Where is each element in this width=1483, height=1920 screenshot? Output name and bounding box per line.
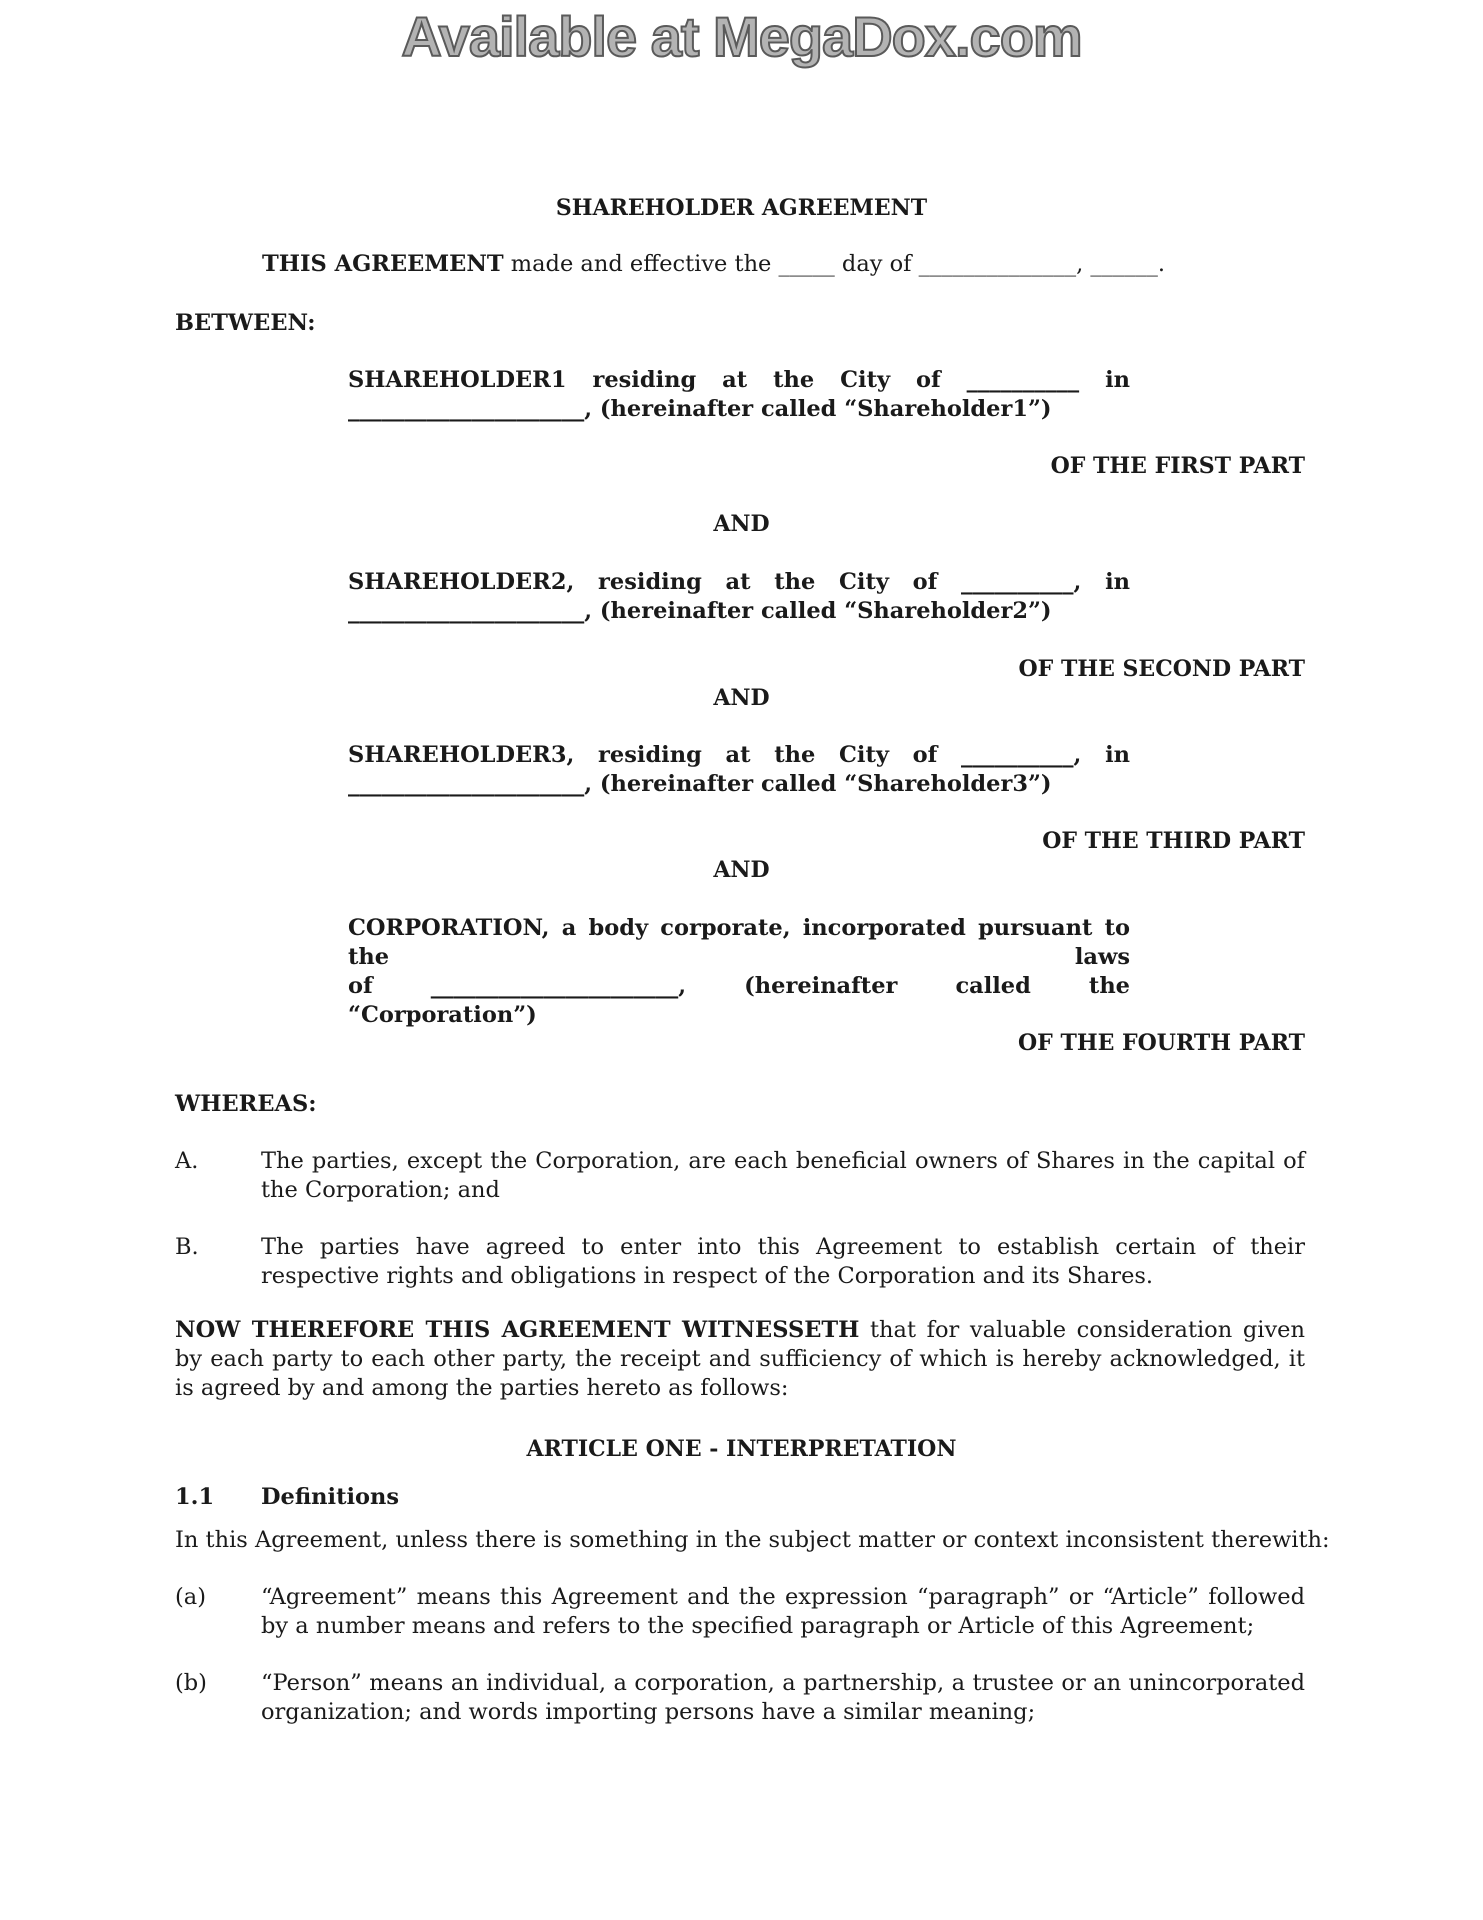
- definition-b-label: (b): [175, 1670, 207, 1696]
- party-4-line3: “Corporation”): [348, 1002, 537, 1028]
- party-1: [348, 366, 1130, 424]
- party-2: [348, 568, 1130, 626]
- and-separator-3: AND: [713, 857, 770, 883]
- recital-b: [175, 1233, 1305, 1293]
- definition-a-text: “Agreement” means this Agreement and the expression “paragraph” or “Article” followed by a number means and refers to the specified paragraph or Article of this Agreement;: [261, 1584, 1305, 1639]
- party-4: [348, 914, 1130, 1030]
- party-2-part: OF THE SECOND PART: [1018, 656, 1305, 682]
- section-title: Definitions: [261, 1484, 400, 1510]
- section-number: 1.1: [175, 1484, 215, 1510]
- now-therefore-lead: NOW THEREFORE THIS AGREEMENT WITNESSETH: [175, 1317, 860, 1343]
- party-1-line1: SHAREHOLDER1 residing at the City of __________ in: [348, 367, 1130, 393]
- article-heading: ARTICLE ONE - INTERPRETATION: [526, 1436, 957, 1462]
- and-separator-1: AND: [713, 511, 770, 537]
- and-separator-2: AND: [713, 685, 770, 711]
- recital-a-text: The parties, except the Corporation, are each beneficial owners of Shares in the capital of the Corporation; and: [261, 1148, 1305, 1203]
- between-label: BETWEEN:: [175, 310, 316, 336]
- definitions-intro: In this Agreement, unless there is something in the subject matter or context inconsistent therewith:: [175, 1527, 1330, 1553]
- party-3: [348, 741, 1130, 799]
- party-4-line1: CORPORATION, a body corporate, incorporated pursuant to the laws: [348, 915, 1130, 970]
- party-1-line2: _____________________, (hereinafter called “Shareholder1”): [348, 396, 1052, 422]
- whereas-text: WHEREAS:: [175, 1091, 317, 1117]
- intro-paragraph: [262, 250, 1165, 279]
- party-4-line2: of ______________________, (hereinafter called the: [348, 973, 1130, 999]
- now-therefore-text: that for valuable consideration given by each party to each other party, the receipt and sufficiency of which is hereby acknowledged, it is agreed by and among the parties hereto as follows:: [175, 1317, 1305, 1401]
- now-therefore-paragraph: [175, 1316, 1305, 1403]
- intro-text: made and effective the _____ day of ______________, ______.: [503, 251, 1166, 277]
- party-2-line1: SHAREHOLDER2, residing at the City of __________, in: [348, 569, 1130, 595]
- definition-a: [175, 1583, 1305, 1643]
- recital-a: [175, 1147, 1305, 1207]
- recital-a-label: A.: [175, 1148, 199, 1174]
- party-1-part: OF THE FIRST PART: [1050, 453, 1305, 479]
- party-3-line1: SHAREHOLDER3, residing at the City of __________, in: [348, 742, 1130, 768]
- definition-a-label: (a): [175, 1584, 206, 1610]
- section-heading: [175, 1483, 399, 1512]
- party-4-part: OF THE FOURTH PART: [1018, 1030, 1305, 1056]
- intro-lead: THIS AGREEMENT: [262, 251, 504, 277]
- party-2-line2: _____________________, (hereinafter called “Shareholder2”): [348, 598, 1052, 624]
- recital-b-text: The parties have agreed to enter into this Agreement to establish certain of their respective rights and obligations in respect of the Corporation and its Shares.: [261, 1234, 1305, 1289]
- definition-b: [175, 1669, 1305, 1729]
- whereas-label: [175, 1090, 317, 1119]
- watermark: Available at MegaDox.com: [401, 5, 1082, 68]
- party-3-part: OF THE THIRD PART: [1042, 828, 1305, 854]
- recital-b-label: B.: [175, 1234, 199, 1260]
- party-3-line2: _____________________, (hereinafter called “Shareholder3”): [348, 771, 1052, 797]
- document-title: SHAREHOLDER AGREEMENT: [555, 195, 928, 221]
- definition-b-text: “Person” means an individual, a corporation, a partnership, a trustee or an unincorporated organization; and words importing persons have a similar meaning;: [261, 1670, 1305, 1725]
